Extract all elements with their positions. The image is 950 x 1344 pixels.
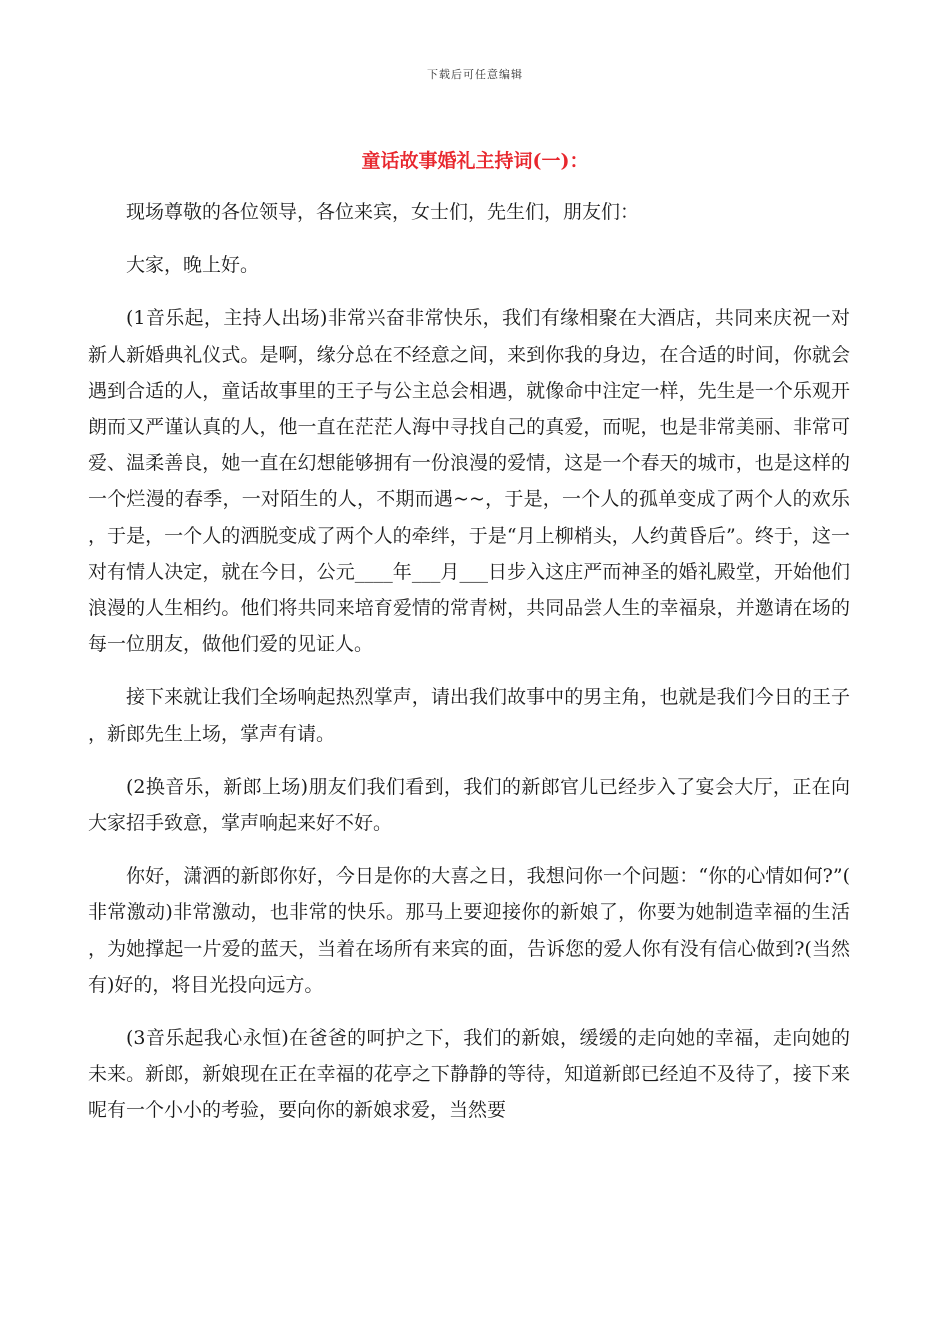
- document-title: 童话故事婚礼主持词(一)：: [361, 150, 589, 172]
- header-note: 下载后可任意编辑: [427, 68, 523, 81]
- paragraph-opening: (1音乐起，主持人出场)非常兴奋非常快乐，我们有缘相聚在大酒店，共同来庆祝一对新人新婚典礼仪式。是啊，缘分总在不经意之间，来到你我的身边，在合适的时间，你就会遇到合适的人，童话故事里的王子与公主总会相遇，就像命中注定一样，先生是一个乐观开朗而又严谨认真的人，他一直在茫茫人海中寻找自己的真爱，而呢，也是非常美丽、非常可爱、温柔善良，她一直在幻想能够拥有一份浪漫的爱情，这是一个春天的城市，也是这样的一个烂漫的春季，一对陌生的人，不期而遇~~，于是，一个人的孤单变成了两个人的欢乐，于是，一个人的洒脱变成了两个人的牵绊，于是“月上柳梢头，人约黄昏后”。终于，这一对有情人决定，就在今日，公元____年___月___日步入这庄严而神圣的婚礼殿堂，开始他们浪漫的人生相约。他们将共同来培育爱情的常青树，共同品尝人生的幸福泉，并邀请在场的每一位朋友，做他们爱的见证人。: [88, 307, 850, 656]
- paragraph-groom-enters: (2换音乐，新郎上场)朋友们我们看到，我们的新郎官儿已经步入了宴会大厅，正在向大家招手致意，掌声响起来好不好。: [88, 775, 850, 835]
- paragraph-invite-groom: 接下来就让我们全场响起热烈掌声，请出我们故事中的男主角，也就是我们今日的王子，新郎先生上场，掌声有请。: [88, 686, 850, 745]
- paragraph-good-evening: 大家，晚上好。: [126, 254, 260, 277]
- paragraph-greeting: 现场尊敬的各位领导，各位来宾，女士们，先生们，朋友们：: [126, 201, 640, 223]
- paragraph-groom-question: 你好，潇洒的新郎你好，今日是你的大喜之日，我想问你一个问题：“你的心情如何?”(非常激动)非常激动，也非常的快乐。那马上要迎接你的新娘了，你要为她制造幸福的生活，为她撑起一片爱的蓝天，当着在场所有来宾的面，告诉您的爱人你有没有信心做到?(当然有)好的，将目光投向远方。: [88, 865, 850, 996]
- document-body: [88, 194, 850, 1146]
- paragraph-bride-enters: (3音乐起我心永恒)在爸爸的呵护之下，我们的新娘，缓缓的走向她的幸福，走向她的未来。新郎，新娘现在正在幸福的花亭之下静静的等待，知道新郎已经迫不及待了，接下来呢有一个小小的考验，要向你的新娘求爱，当然要: [88, 1027, 850, 1122]
